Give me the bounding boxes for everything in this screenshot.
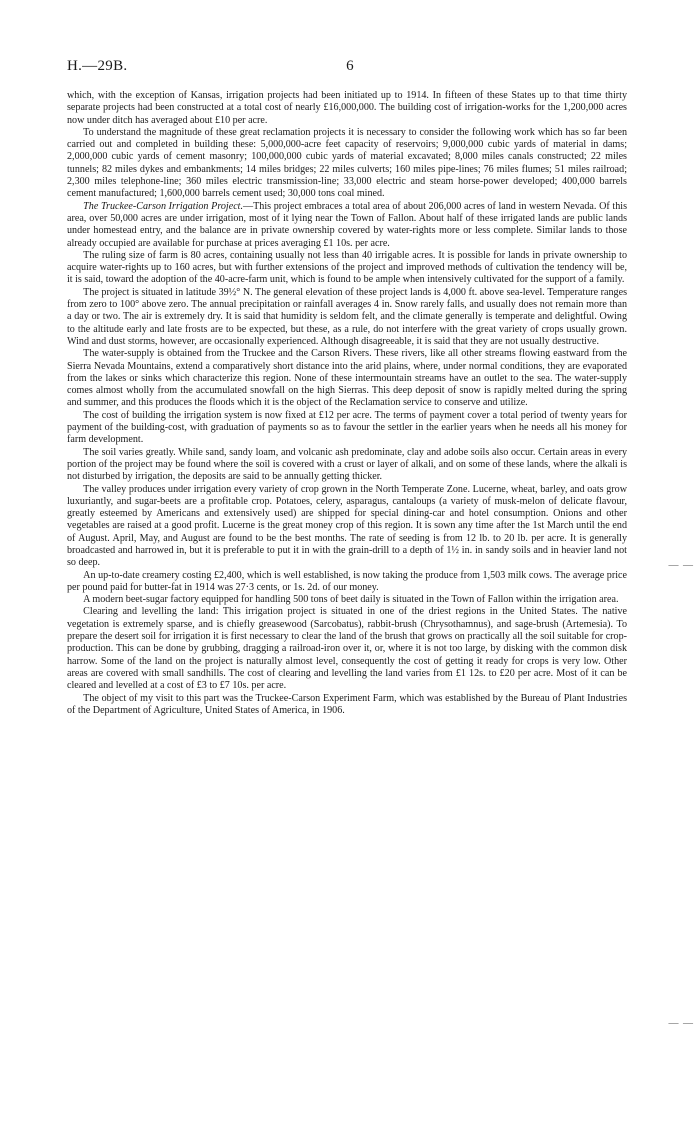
report-reference: H.—29B. xyxy=(67,58,128,74)
page-number: 6 xyxy=(346,58,354,74)
paragraph: The ruling size of farm is 80 acres, containing usually not less than 40 irrigable acres. It is possible for lands in private ownership to acquire water-rights up to 160 acres, but with further extensions of the project and improved methods of cultivation the tendency will be, it is said, toward the adoption of the 40-acre-farm unit, which is found to be ample when intensively cultivated for the support of a family. xyxy=(67,249,627,286)
paragraph: Clearing and levelling the land: This irrigation project is situated in one of the driest regions in the United States. The native vegetation is extremely sparse, and is chiefly greasewood (Sarcobatus), rabbit-brush (Chrysothamnus), and sage-brush (Artemesia). To prepare the desert soil for irrigation it is first necessary to clear the land of the brush that grows on practically all the soil suitable for crop-production. This can be done by grubbing, dragging a railroad-iron over it, or, where it is not too large, by disking with the common disk harrow. Some of the land on the project is naturally almost level, consequently the cost of getting it ready for crops is very low. Other areas are covered with small sandhills. The cost of clearing and levelling the land varies from £1 12s. to £20 per acre. Most of it can be cleared and levelled at a cost of £3 to £7 10s. per acre. xyxy=(67,606,627,692)
heading-dash: — xyxy=(243,200,254,212)
paragraph: To understand the magnitude of these great reclamation projects it is necessary to consider the following work which has so far been carried out and completed in building these: 5,000,000-acre feet capacity of reservoirs; 9,000,000 cubic yards of material in dams; 2,000,000 cubic yards of cement masonry; 100,000,000 cubic yards of material excavated; 8,000 miles canals constructed; 22 miles tunnels; 82 miles dykes and embankments; 14 miles bridges; 22 miles culverts; 160 miles pipe-lines; 76 miles flumes; 51 miles railroad; 2,300 miles telephone-line; 360 miles electric transmission-line; 33,000 electric and steam horse-power developed; 400,000 barrels cement manufactured; 1,600,000 barrels cement used; 30,000 tons coal mined. xyxy=(67,126,627,200)
paragraph-with-heading xyxy=(67,201,627,250)
paragraph: The valley produces under irrigation every variety of crop grown in the North Temperate Zone. Lucerne, wheat, barley, and oats grow luxuriantly, and sugar-beets are a profitable crop. Potatoes, celery, asparagus, cantaloups (a variety of musk-melon of delicate flavour, greatly esteemed by Americans and extensively used) are shipped for special dining-car and hotel consumption. Onions and other vegetables are raised at a good profit. Lucerne is the great money crop of this region. It is sown any time after the 1st March until the end of August. April, May, and August are found to be the best months. The rate of seeding is from 12 lb. to 20 lb. per acre. It is generally broadcasted and harrowed in, but it is preferable to put it in with the grain-drill to a depth of 1½ in. in sandy soils and in heavier land not so deep. xyxy=(67,483,627,569)
paragraph-text: This project embraces a total area of about 206,000 acres of land in western Nevada. Of this area, over 50,000 acres are under irrigation, most of it lying near the Town of Fallon. About half of these irrigated lands are public lands under homestead entry, and the balance are in private ownership covered by water-rights more or less complete. Similar lands to those already occupied are available for purchase at prices averaging £1 10s. per acre. xyxy=(67,200,627,249)
paragraph: A modern beet-sugar factory equipped for handling 500 tons of beet daily is situated in the Town of Fallon within the irrigation area. xyxy=(83,594,619,606)
paragraph: The water-supply is obtained from the Truckee and the Carson Rivers. These rivers, like all other streams flowing eastward from the Sierra Nevada Mountains, extend a comparatively short distance into the arid plains, where, under normal conditions, they are evaporated from the lakes or sinks which characterize this region. None of these intermountain streams have an outlet to the sea. The water-supply comes almost wholly from the accumulated snowfall on the high Sierras. This deep deposit of snow is rapidly melted during the spring and summer, and this produces the floods which it is the object of the Reclamation service to conserve and utilize. xyxy=(67,348,627,409)
paragraph: The soil varies greatly. While sand, sandy loam, and volcanic ash predominate, clay and adobe soils also occur. Certain areas in every portion of the project may be found where the soil is covered with a crust or layer of alkali, and on some of these lands, where the alkali is not disturbed by irrigation, the deposits are said to be annually getting thicker. xyxy=(67,446,627,483)
paragraph: The cost of building the irrigation system is now fixed at £12 per acre. The terms of payment cover a total period of twenty years for payment of the building-cost, with graduation of payments so as to favour the settler in the earlier years when he needs all his money for farm development. xyxy=(67,409,627,446)
margin-mark: — — xyxy=(668,560,694,571)
paragraph: which, with the exception of Kansas, irrigation projects had been initiated up to 1914. In fifteen of these States up to that time thirty separate projects had been constructed at a total cost of nearly £16,000,000. The building cost of irrigation-works for the 1,200,000 acres now under ditch has averaged about £10 per acre. xyxy=(67,90,627,126)
paragraph: An up-to-date creamery costing £2,400, which is well established, is now taking the produce from 1,503 milk cows. The average price per pound paid for butter-fat in 1914 was 27·3 cents, or 1s. 2d. of our money. xyxy=(67,569,627,593)
margin-mark: — — xyxy=(668,1018,694,1029)
paragraph: The object of my visit to this part was the Truckee-Carson Experiment Farm, which was established by the Bureau of Plant Industries of the Department of Agriculture, United States of America, in 1906. xyxy=(67,692,627,716)
section-heading: The Truckee-Carson Irrigation Project. xyxy=(83,200,244,212)
paragraph: The project is situated in latitude 39½° N. The general elevation of these project lands is 4,000 ft. above sea-level. Temperature ranges from zero to 100° above zero. The annual precipitation or rainfall averages 4 in. Snow rarely falls, and usually does not remain more than a day or two. The air is extremely dry. It is said that humidity is seldom felt, and the climate generally is temperate and delightful. Owing to the altitude early and late frosts are to be expected, but these, as a rule, do not interfere with the great variety of crops usually grown. Wind and dust storms, however, are occasionally experienced. Although disagreeable, it is said that they are not usually destructive. xyxy=(67,286,627,347)
page-header xyxy=(67,58,633,78)
body-text xyxy=(67,90,627,717)
